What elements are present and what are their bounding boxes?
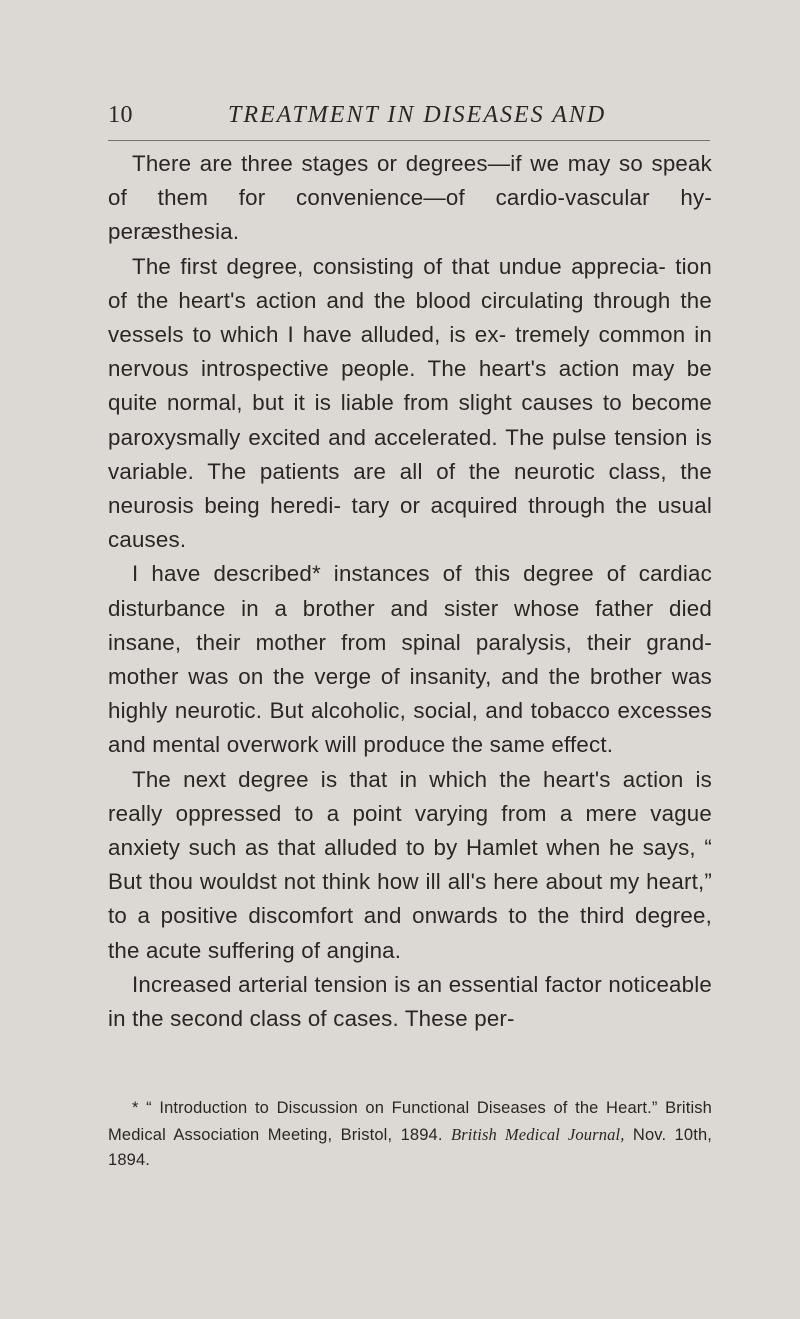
footnote-source-date: Nov. 10th, 1894. — [108, 1125, 712, 1170]
paragraph: The first degree, consisting of that undue apprecia- tion of the heart's action and the blood circulating through the vessels to which I have alluded, is ex- tremely common in nervous introspective people. The heart's action may be quite normal, but it is liable from slight causes to become paroxysmally excited and accelerated. The pulse tension is variable. The patients are all of the neurotic class, the neurosis being heredi- tary or acquired through the usual causes. — [108, 253, 712, 553]
page-header — [108, 98, 710, 138]
footnote — [108, 1096, 712, 1174]
paragraph: Increased arterial tension is an essential factor noticeable in the second class of cases. These per- — [108, 971, 712, 1032]
running-title: TREATMENT IN DISEASES AND — [228, 102, 607, 128]
header-rule — [108, 140, 710, 141]
footnote-source-title: British Medical Journal, — [450, 1124, 625, 1144]
body-text — [108, 147, 712, 1036]
page-number: 10 — [108, 102, 133, 128]
footnote-text: * “ Introduction to Discussion on Functional Diseases of the Heart.” British Medical Association Meeting, Bristol, 1894. — [108, 1099, 712, 1144]
paragraph: I have described* instances of this degree of cardiac disturbance in a brother and sister whose father died insane, their mother from spinal paralysis, their grand- mother was on the verge of insanity, and the brother was highly neurotic. But alcoholic, social, and tobacco excesses and mental overwork will produce the same effect. — [108, 561, 712, 758]
footnote-paragraph — [108, 1096, 712, 1174]
paragraph: The next degree is that in which the heart's action is really oppressed to a point varying from a mere vague anxiety such as that alluded to by Hamlet when he says, “ But thou wouldst not think how ill all's here about my heart,” to a positive discomfort and onwards to the third degree, the acute suffering of angina. — [108, 766, 712, 963]
paragraph: There are three stages or degrees—if we may so speak of them for convenience—of cardio-vascular hy- peræsthesia. — [108, 151, 712, 245]
